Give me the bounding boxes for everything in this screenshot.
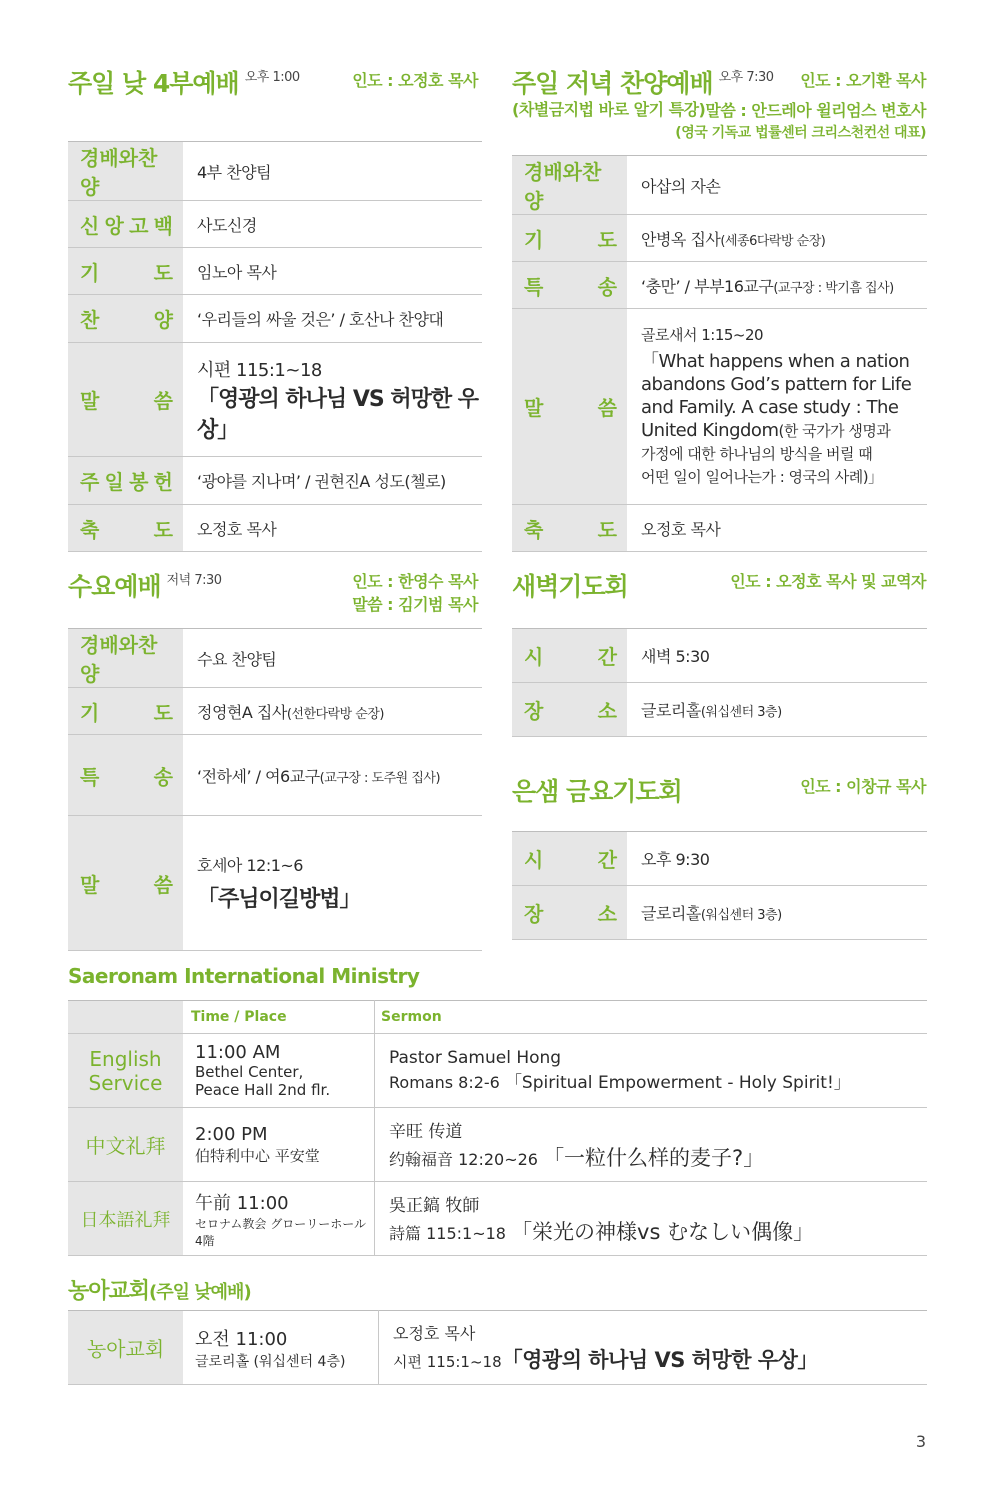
label-benediction: 축 도 (68, 505, 183, 552)
label-place: 장 소 (512, 886, 627, 940)
evening-leader: 인도 : 오기환 목사 (800, 71, 926, 90)
value-time: 오후 9:30 (627, 832, 927, 886)
value-sermon: 호세아 12:1~6 「주님이길방법」 (183, 816, 482, 951)
intl-header-sermon: Sermon (375, 1001, 928, 1034)
label-sermon: 말 씀 (68, 343, 183, 457)
label-special-song: 특 송 (512, 262, 627, 309)
friday-table (512, 831, 927, 940)
wednesday-leader: 인도 : 한영수 목사 (352, 572, 478, 591)
dawn-title: 새벽기도회 (512, 572, 628, 601)
evening-affiliation: (영국 기독교 법률센터 크리스천컨선 대표) (675, 125, 926, 141)
label-worship: 경배와찬양 (68, 142, 183, 201)
nursery-title: 농아교회(주일 낮예배) (68, 1279, 251, 1304)
label-sermon: 말 씀 (512, 309, 627, 505)
nursery-table (68, 1310, 927, 1385)
value-prayer: 안병옥 집사(세종6다락방 순장) (627, 215, 927, 262)
evening-title: 주일 저녁 찬양예배 $^{오후 7:30}$ (512, 69, 774, 98)
nursery-sermon: 오정호 목사 시편 115:1~18「영광의 하나님 VS 허망한 우상」 (379, 1311, 928, 1385)
label-worship: 경배와찬양 (68, 629, 183, 688)
dawn-leader: 인도 : 오정호 목사 및 교역자 (730, 572, 926, 591)
label-creed: 신 앙 고 백 (68, 201, 183, 248)
value-offering: ‘광야를 지나며’ / 권현진A 성도(첼로) (183, 457, 482, 505)
value-sermon: 골로새서 1:15~20 「What happens when a nation abandons God’s pattern for Life and Family. A case study : The United Kingdom(한 국가가 생명과 가정에 대한 하나님의 방식을 버릴 때 어떤 일이 일어나는가 : 영국의 사례)」 (627, 309, 927, 505)
value-place: 글로리홀(워십센터 3층) (627, 886, 927, 940)
label-time: 시 간 (512, 832, 627, 886)
evening-subtitle: (차별금지법 바로 알기 특강) (512, 100, 706, 119)
value-prayer: 임노아 목사 (183, 248, 482, 295)
value-worship: 수요 찬양팀 (183, 629, 482, 688)
intl-table (68, 1000, 927, 1256)
intl-header-time: Time / Place (183, 1001, 375, 1034)
value-worship: 아삽의 자손 (627, 156, 927, 215)
wednesday-title: 수요예배 $^{저녁 7:30}$ (68, 572, 222, 601)
intl-sermon-japanese: 吳正鎬 牧師 詩篇 115:1~18 「栄光の神様vs むなしい偶像」 (375, 1182, 928, 1256)
label-praise: 찬 양 (68, 295, 183, 343)
wednesday-time: 저녁 7:30 (166, 573, 222, 588)
value-special-song: ‘전하세’ / 여6교구(교구장 : 도주원 집사) (183, 735, 482, 816)
value-special-song: ‘충만’ / 부부16교구(교구장 : 박기흠 집사) (627, 262, 927, 309)
label-sermon: 말 씀 (68, 816, 183, 951)
evening-speaker: 말씀 : 안드레아 윌리엄스 변호사 (705, 101, 926, 120)
value-creed: 사도신경 (183, 201, 482, 248)
intl-sermon-chinese: 辛旺 传道 约翰福音 12:20~26 「一粒什么样的麦子?」 (375, 1108, 928, 1182)
intl-time-japanese: 午前 11:00 セロナム教会 グローリーホール 4階 (183, 1182, 375, 1256)
nursery-time: 오전 11:00 글로리홀 (워십센터 4층) (183, 1311, 379, 1385)
value-worship: 4부 찬양팀 (183, 142, 482, 201)
intl-label-japanese: 日本語礼拜 (68, 1182, 183, 1256)
value-time: 새벽 5:30 (627, 629, 927, 683)
intl-header-blank (68, 1001, 183, 1034)
intl-time-chinese: 2:00 PM 伯特利中心 平安堂 (183, 1108, 375, 1182)
sunday4-table (68, 141, 482, 552)
evening-table (512, 155, 927, 552)
value-benediction: 오정호 목사 (627, 505, 927, 552)
nursery-label: 농아교회 (68, 1311, 183, 1385)
value-prayer: 정영현A 집사(선한다락방 순장) (183, 688, 482, 735)
intl-title: Saeronam International Ministry (68, 964, 420, 988)
friday-title: 은샘 금요기도회 (512, 777, 682, 806)
label-prayer: 기 도 (68, 688, 183, 735)
sunday4-time: 오후 1:00 (244, 70, 300, 85)
intl-sermon-english: Pastor Samuel Hong Romans 8:2-6 「Spiritual Empowerment - Holy Spirit!」 (375, 1034, 928, 1108)
page-number: 3 (915, 1432, 926, 1451)
wednesday-table (68, 628, 482, 951)
wednesday-speaker: 말씀 : 김기범 목사 (352, 595, 478, 614)
label-time: 시 간 (512, 629, 627, 683)
sunday4-title: 주일 낮 4부예배 $^{오후 1:00}$ (68, 69, 300, 98)
dawn-table (512, 628, 927, 737)
intl-label-english: English Service (68, 1034, 183, 1108)
value-praise: ‘우리들의 싸울 것은’ / 호산나 찬양대 (183, 295, 482, 343)
value-sermon: 시편 115:1~18 「영광의 하나님 VS 허망한 우상」 (183, 343, 482, 457)
label-special-song: 특 송 (68, 735, 183, 816)
label-benediction: 축 도 (512, 505, 627, 552)
intl-time-english: 11:00 AM Bethel Center, Peace Hall 2nd flr. (183, 1034, 375, 1108)
label-place: 장 소 (512, 683, 627, 737)
intl-label-chinese: 中文礼拜 (68, 1108, 183, 1182)
label-offering: 주 일 봉 헌 (68, 457, 183, 505)
value-benediction: 오정호 목사 (183, 505, 482, 552)
evening-time: 오후 7:30 (718, 70, 774, 85)
label-prayer: 기 도 (512, 215, 627, 262)
label-worship: 경배와찬양 (512, 156, 627, 215)
value-place: 글로리홀(워십센터 3층) (627, 683, 927, 737)
friday-leader: 인도 : 이창규 목사 (800, 777, 926, 796)
sunday4-leader: 인도 : 오정호 목사 (352, 71, 478, 90)
label-prayer: 기 도 (68, 248, 183, 295)
